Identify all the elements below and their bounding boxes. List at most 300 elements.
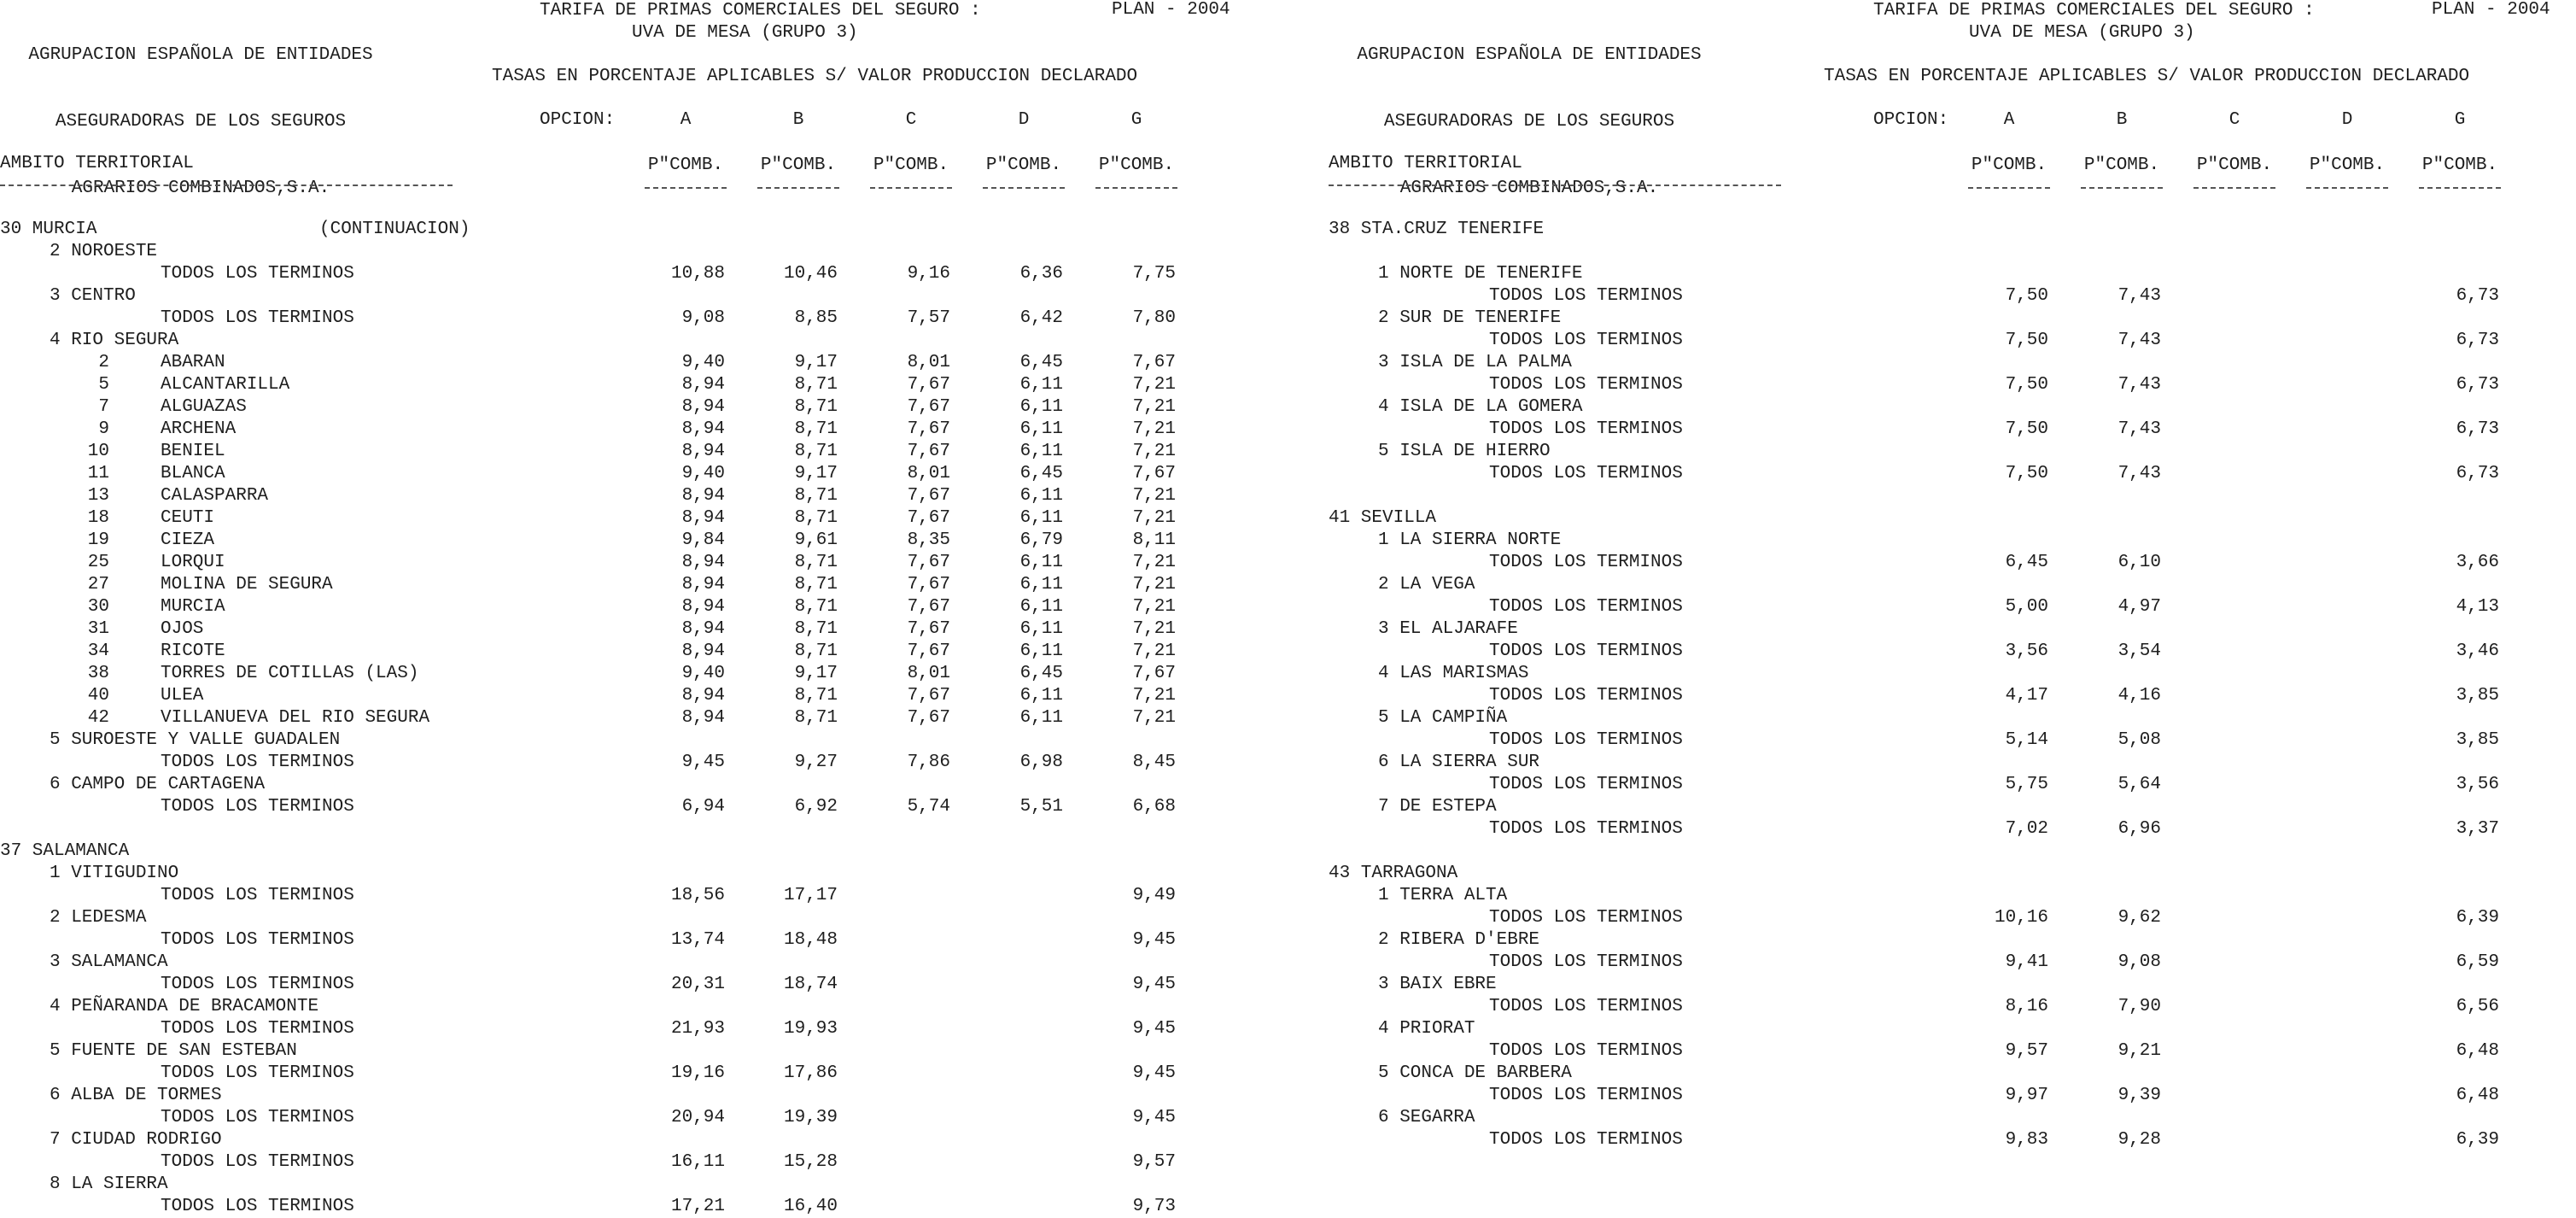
comarca-row	[0, 1174, 1264, 1196]
spacer-row	[1329, 840, 2576, 863]
territory-label: TODOS LOS TERMINOS	[1489, 952, 1683, 972]
rate-value-g: 3,85	[2456, 730, 2499, 750]
term-row	[1329, 596, 2576, 618]
territory-label: BENIEL	[161, 442, 225, 461]
territory-label: CEUTI	[161, 508, 215, 528]
column-underline	[1095, 187, 1177, 189]
rate-value-b: 6,96	[2117, 819, 2161, 839]
territory-label: 38 STA.CRUZ TENERIFE	[1329, 220, 1545, 239]
column-underline	[2419, 187, 2501, 189]
continuation-note: (CONTINUACION)	[319, 220, 470, 239]
term-row	[1329, 552, 2576, 574]
rate-value-b: 9,27	[794, 752, 838, 772]
rate-value-a: 8,16	[2005, 997, 2048, 1016]
rate-value-b: 9,28	[2117, 1130, 2161, 1150]
municipality-code: 40	[87, 686, 109, 706]
comarca-row	[0, 952, 1264, 974]
territory-label: 1 LA SIERRA NORTE	[1378, 530, 1562, 550]
term-row	[1329, 463, 2576, 485]
rate-value-a: 9,40	[681, 664, 725, 683]
rate-value-g: 8,45	[1132, 752, 1176, 772]
rate-value-g: 3,46	[2456, 641, 2499, 661]
term-row	[0, 641, 1264, 663]
rate-value-b: 5,08	[2117, 730, 2161, 750]
territory-label: TODOS LOS TERMINOS	[161, 752, 354, 772]
rate-value-d: 6,11	[1019, 597, 1063, 617]
territory-label: TODOS LOS TERMINOS	[1489, 775, 1683, 794]
territory-label: TODOS LOS TERMINOS	[1489, 641, 1683, 661]
term-row	[1329, 952, 2576, 974]
territory-label: 6 SEGARRA	[1378, 1108, 1475, 1127]
rate-value-g: 9,45	[1132, 1063, 1176, 1083]
territory-label: TODOS LOS TERMINOS	[161, 1152, 354, 1172]
org-line-1: AGRUPACION ESPAÑOLA DE ENTIDADES	[28, 45, 373, 65]
rate-value-g: 6,48	[2456, 1041, 2499, 1061]
rate-value-c: 7,67	[907, 553, 950, 572]
rate-value-b: 7,43	[2117, 419, 2161, 439]
rate-value-g: 6,56	[2456, 997, 2499, 1016]
rate-value-a: 8,94	[681, 553, 725, 572]
term-row	[0, 618, 1264, 641]
rate-value-b: 9,21	[2117, 1041, 2161, 1061]
rate-value-c: 8,01	[907, 353, 950, 372]
comarca-row	[1329, 1107, 2576, 1129]
territory-label: TODOS LOS TERMINOS	[161, 930, 354, 950]
territory-label: TODOS LOS TERMINOS	[1489, 686, 1683, 706]
tasas-note: TASAS EN PORCENTAJE APLICABLES S/ VALOR PRODUCCION DECLARADO	[492, 67, 1138, 86]
column-underline	[1968, 187, 2050, 189]
rate-value-a: 19,16	[670, 1063, 725, 1083]
rate-value-g: 9,49	[1132, 886, 1176, 905]
rate-value-a: 4,17	[2005, 686, 2048, 706]
comarca-row	[1329, 574, 2576, 596]
territory-label: VILLANUEVA DEL RIO SEGURA	[161, 708, 430, 728]
term-row	[1329, 419, 2576, 441]
rate-value-a: 8,94	[681, 419, 725, 439]
rate-value-a: 9,83	[2005, 1130, 2048, 1150]
rate-value-g: 7,67	[1132, 664, 1176, 683]
term-row	[0, 374, 1264, 396]
rate-value-a: 7,50	[2005, 375, 2048, 395]
comarca-row	[0, 285, 1264, 307]
term-row	[1329, 685, 2576, 707]
municipality-code: 30	[87, 597, 109, 617]
comarca-row	[0, 774, 1264, 796]
territory-label: TODOS LOS TERMINOS	[161, 1108, 354, 1127]
rate-value-c: 7,86	[907, 752, 950, 772]
territory-label: 4 PRIORAT	[1378, 1019, 1475, 1039]
rate-value-c: 7,67	[907, 486, 950, 506]
territory-label: TODOS LOS TERMINOS	[161, 308, 354, 328]
rate-value-b: 5,64	[2117, 775, 2161, 794]
rate-value-d: 6,45	[1019, 464, 1063, 483]
comarca-row	[0, 1129, 1264, 1151]
territory-label: 4 LAS MARISMAS	[1378, 664, 1529, 683]
territory-label: TODOS LOS TERMINOS	[161, 1197, 354, 1216]
territory-label: 6 ALBA DE TORMES	[50, 1086, 222, 1105]
org-line-3: AGRARIOS COMBINADOS,S.A.	[71, 179, 330, 198]
comarca-row	[1329, 1018, 2576, 1040]
rate-value-b: 7,43	[2117, 375, 2161, 395]
column-header: P"COMB.	[1971, 155, 2047, 175]
territory-label: TODOS LOS TERMINOS	[1489, 1086, 1683, 1105]
territory-label: OJOS	[161, 619, 204, 639]
rate-value-d: 6,11	[1019, 641, 1063, 661]
term-row	[0, 685, 1264, 707]
rate-value-a: 8,94	[681, 619, 725, 639]
rate-value-b: 8,71	[794, 641, 838, 661]
rate-value-c: 7,67	[907, 686, 950, 706]
term-row	[0, 929, 1264, 952]
comarca-row	[0, 330, 1264, 352]
term-row	[1329, 907, 2576, 929]
rate-value-b: 8,71	[794, 419, 838, 439]
rate-value-b: 16,40	[783, 1197, 838, 1216]
plan-year: PLAN - 2004	[2432, 0, 2550, 20]
rate-value-a: 6,45	[2005, 553, 2048, 572]
rate-value-b: 17,17	[783, 886, 838, 905]
territory-label: 30 MURCIA	[0, 220, 97, 239]
rate-value-b: 9,62	[2117, 908, 2161, 928]
rate-value-b: 8,71	[794, 597, 838, 617]
municipality-code: 34	[87, 641, 109, 661]
organization-name	[1329, 0, 1730, 244]
rate-value-a: 8,94	[681, 597, 725, 617]
term-row	[0, 1107, 1264, 1129]
option-letter: A	[2003, 110, 2015, 130]
rate-value-a: 9,41	[2005, 952, 2048, 972]
rate-value-b: 17,86	[783, 1063, 838, 1083]
rate-value-b: 8,71	[794, 508, 838, 528]
rate-value-c: 7,67	[907, 575, 950, 594]
municipality-code: 2	[98, 353, 109, 372]
column-underline	[2081, 187, 2163, 189]
municipality-code: 5	[98, 375, 109, 395]
spacer-row	[1329, 241, 2576, 263]
municipality-code: 42	[87, 708, 109, 728]
comarca-row	[1329, 929, 2576, 952]
municipality-code: 18	[87, 508, 109, 528]
territory-label: TODOS LOS TERMINOS	[1489, 419, 1683, 439]
territory-label: 2 LA VEGA	[1378, 575, 1475, 594]
right-page	[1329, 0, 2576, 1210]
rate-value-g: 7,21	[1132, 619, 1176, 639]
rate-value-g: 3,56	[2456, 775, 2499, 794]
rate-value-b: 8,71	[794, 375, 838, 395]
comarca-row	[0, 996, 1264, 1018]
term-row	[0, 1063, 1264, 1085]
rate-value-c: 7,67	[907, 397, 950, 417]
rate-value-a: 3,56	[2005, 641, 2048, 661]
territory-label: TODOS LOS TERMINOS	[161, 975, 354, 994]
column-header: P"COMB.	[760, 155, 837, 175]
municipality-code: 25	[87, 553, 109, 572]
column-header: P"COMB.	[2196, 155, 2273, 175]
rate-value-b: 6,92	[794, 797, 838, 817]
rate-value-g: 7,67	[1132, 353, 1176, 372]
rate-value-a: 20,94	[670, 1108, 725, 1127]
term-row	[1329, 729, 2576, 752]
comarca-row	[1329, 796, 2576, 818]
territory-label: TORRES DE COTILLAS (LAS)	[161, 664, 419, 683]
rate-value-g: 8,11	[1132, 530, 1176, 550]
comarca-row	[1329, 707, 2576, 729]
rate-value-d: 6,11	[1019, 686, 1063, 706]
term-row	[0, 307, 1264, 330]
province-row	[1329, 507, 2576, 530]
territory-label: TODOS LOS TERMINOS	[161, 1019, 354, 1039]
ambito-underline	[0, 184, 453, 186]
territory-label: 4 PEÑARANDA DE BRACAMONTE	[50, 997, 319, 1016]
province-row	[0, 219, 1264, 241]
rate-value-a: 7,50	[2005, 419, 2048, 439]
comarca-row	[1329, 263, 2576, 285]
rate-value-c: 7,67	[907, 508, 950, 528]
org-line-2: ASEGURADORAS DE LOS SEGUROS	[55, 112, 347, 132]
ambito-header: AMBITO TERRITORIAL	[1329, 154, 1522, 173]
rate-value-a: 8,94	[681, 508, 725, 528]
rate-value-a: 8,94	[681, 708, 725, 728]
rate-value-a: 7,50	[2005, 286, 2048, 306]
term-row	[0, 530, 1264, 552]
rate-value-g: 7,21	[1132, 575, 1176, 594]
rate-value-b: 9,39	[2117, 1086, 2161, 1105]
rate-value-c: 7,67	[907, 708, 950, 728]
rate-value-g: 7,21	[1132, 442, 1176, 461]
term-row	[1329, 1129, 2576, 1151]
opcion-label: OPCION:	[1873, 110, 1949, 130]
org-line-2: ASEGURADORAS DE LOS SEGUROS	[1383, 112, 1675, 132]
province-row	[0, 840, 1264, 863]
rate-value-g: 9,45	[1132, 930, 1176, 950]
rate-value-a: 8,94	[681, 397, 725, 417]
comarca-row	[0, 1040, 1264, 1063]
rate-value-b: 8,85	[794, 308, 838, 328]
territory-label: 8 LA SIERRA	[50, 1174, 168, 1194]
term-row	[1329, 996, 2576, 1018]
rate-value-d: 6,11	[1019, 708, 1063, 728]
rate-value-b: 7,90	[2117, 997, 2161, 1016]
term-row	[1329, 641, 2576, 663]
rate-value-b: 8,71	[794, 442, 838, 461]
province-row	[1329, 219, 2576, 241]
rate-value-d: 6,11	[1019, 442, 1063, 461]
comarca-row	[1329, 618, 2576, 641]
territory-label: TODOS LOS TERMINOS	[1489, 730, 1683, 750]
rate-value-d: 6,11	[1019, 619, 1063, 639]
territory-label: 5 CONCA DE BARBERA	[1378, 1063, 1572, 1083]
rate-value-b: 7,43	[2117, 464, 2161, 483]
term-row	[0, 396, 1264, 419]
option-letter: B	[2116, 110, 2128, 130]
rate-value-a: 9,84	[681, 530, 725, 550]
rate-value-b: 18,48	[783, 930, 838, 950]
territory-label: RICOTE	[161, 641, 225, 661]
territory-label: TODOS LOS TERMINOS	[161, 797, 354, 817]
plan-year: PLAN - 2004	[1112, 0, 1230, 20]
term-row	[0, 352, 1264, 374]
municipality-code: 9	[98, 419, 109, 439]
rate-value-b: 15,28	[783, 1152, 838, 1172]
rate-value-a: 8,94	[681, 375, 725, 395]
rate-value-b: 8,71	[794, 486, 838, 506]
rate-value-a: 7,50	[2005, 331, 2048, 350]
territory-label: TODOS LOS TERMINOS	[161, 886, 354, 905]
tariff-title: TARIFA DE PRIMAS COMERCIALES DEL SEGURO :	[540, 1, 981, 20]
tasas-note: TASAS EN PORCENTAJE APLICABLES S/ VALOR PRODUCCION DECLARADO	[1824, 67, 2470, 86]
rate-value-d: 6,11	[1019, 508, 1063, 528]
rate-value-b: 19,39	[783, 1108, 838, 1127]
territory-label: MURCIA	[161, 597, 225, 617]
rate-value-c: 7,67	[907, 442, 950, 461]
column-underline	[983, 187, 1065, 189]
territory-label: 4 RIO SEGURA	[50, 331, 179, 350]
rate-value-b: 9,17	[794, 353, 838, 372]
comarca-row	[0, 1085, 1264, 1107]
municipality-code: 11	[87, 464, 109, 483]
territory-label: 43 TARRAGONA	[1329, 864, 1458, 883]
rate-value-d: 6,11	[1019, 419, 1063, 439]
rate-value-b: 6,10	[2117, 553, 2161, 572]
territory-label: MOLINA DE SEGURA	[161, 575, 333, 594]
rate-value-a: 8,94	[681, 641, 725, 661]
comarca-row	[1329, 441, 2576, 463]
rate-value-g: 6,39	[2456, 1130, 2499, 1150]
rate-value-d: 6,11	[1019, 375, 1063, 395]
rate-value-d: 6,79	[1019, 530, 1063, 550]
rate-value-d: 6,45	[1019, 353, 1063, 372]
rate-value-a: 7,50	[2005, 464, 2048, 483]
rate-value-b: 4,97	[2117, 597, 2161, 617]
territory-label: 2 RIBERA D'EBRE	[1378, 930, 1540, 950]
rate-value-d: 6,11	[1019, 486, 1063, 506]
territory-label: 37 SALAMANCA	[0, 841, 130, 861]
rate-value-c: 7,67	[907, 419, 950, 439]
rate-value-a: 6,94	[681, 797, 725, 817]
territory-label: 3 BAIX EBRE	[1378, 975, 1497, 994]
comarca-row	[1329, 1063, 2576, 1085]
term-row	[0, 707, 1264, 729]
term-row	[0, 752, 1264, 774]
territory-label: ALCANTARILLA	[161, 375, 290, 395]
territory-label: TODOS LOS TERMINOS	[1489, 597, 1683, 617]
territory-label: ULEA	[161, 686, 204, 706]
opcion-label: OPCION:	[540, 110, 616, 130]
comarca-row	[1329, 974, 2576, 996]
territory-label: ALGUAZAS	[161, 397, 247, 417]
rate-value-a: 5,14	[2005, 730, 2048, 750]
column-header: P"COMB.	[647, 155, 724, 175]
term-row	[0, 1018, 1264, 1040]
rate-value-d: 6,45	[1019, 664, 1063, 683]
rate-value-g: 7,21	[1132, 686, 1176, 706]
term-row	[0, 974, 1264, 996]
rate-value-g: 4,13	[2456, 597, 2499, 617]
rate-value-g: 7,75	[1132, 264, 1176, 284]
rate-value-b: 3,54	[2117, 641, 2161, 661]
rate-value-g: 7,21	[1132, 641, 1176, 661]
term-row	[0, 441, 1264, 463]
comarca-row	[1329, 663, 2576, 685]
territory-label: ABARAN	[161, 353, 225, 372]
rate-value-c: 7,67	[907, 597, 950, 617]
municipality-code: 27	[87, 575, 109, 594]
left-page	[0, 0, 1264, 1216]
rate-value-g: 7,21	[1132, 375, 1176, 395]
province-row	[1329, 863, 2576, 885]
term-row	[1329, 818, 2576, 840]
territory-label: ARCHENA	[161, 419, 237, 439]
territory-label: 3 EL ALJARAFE	[1378, 619, 1518, 639]
tariff-title: TARIFA DE PRIMAS COMERCIALES DEL SEGURO :	[1873, 1, 2315, 20]
rate-value-a: 9,08	[681, 308, 725, 328]
territory-label: 5 LA CAMPIÑA	[1378, 708, 1508, 728]
org-line-1: AGRUPACION ESPAÑOLA DE ENTIDADES	[1357, 45, 1702, 65]
comarca-row	[1329, 530, 2576, 552]
rate-value-d: 6,42	[1019, 308, 1063, 328]
rate-value-g: 6,73	[2456, 331, 2499, 350]
territory-label: TODOS LOS TERMINOS	[1489, 553, 1683, 572]
rate-value-b: 8,71	[794, 553, 838, 572]
municipality-code: 7	[98, 397, 109, 417]
rate-value-b: 10,46	[783, 264, 838, 284]
rate-value-b: 9,61	[794, 530, 838, 550]
territory-label: TODOS LOS TERMINOS	[161, 264, 354, 284]
spacer-row	[0, 818, 1264, 840]
term-row	[1329, 1085, 2576, 1107]
rate-value-g: 9,57	[1132, 1152, 1176, 1172]
column-header: P"COMB.	[985, 155, 1062, 175]
territory-label: TODOS LOS TERMINOS	[1489, 331, 1683, 350]
term-row	[0, 574, 1264, 596]
rate-value-g: 7,21	[1132, 486, 1176, 506]
organization-name	[0, 0, 401, 244]
rate-value-g: 6,48	[2456, 1086, 2499, 1105]
rate-value-c: 7,57	[907, 308, 950, 328]
rate-value-g: 7,21	[1132, 597, 1176, 617]
rate-value-a: 16,11	[670, 1152, 725, 1172]
rate-value-a: 10,88	[670, 264, 725, 284]
term-row	[0, 663, 1264, 685]
option-letter: D	[2341, 110, 2353, 130]
ambito-header: AMBITO TERRITORIAL	[0, 154, 194, 173]
rate-value-c: 8,35	[907, 530, 950, 550]
column-underline	[2306, 187, 2388, 189]
rate-value-g: 7,21	[1132, 708, 1176, 728]
tariff-subtitle: UVA DE MESA (GRUPO 3)	[1969, 23, 2195, 43]
option-letter: C	[905, 110, 917, 130]
column-header: P"COMB.	[1098, 155, 1175, 175]
territory-label: 5 SUROESTE Y VALLE GUADALEN	[50, 730, 341, 750]
column-underline	[2193, 187, 2275, 189]
term-row	[0, 419, 1264, 441]
term-row	[0, 885, 1264, 907]
term-row	[1329, 374, 2576, 396]
term-row	[1329, 774, 2576, 796]
rate-value-c: 7,67	[907, 619, 950, 639]
rate-value-b: 8,71	[794, 708, 838, 728]
territory-label: 5 FUENTE DE SAN ESTEBAN	[50, 1041, 297, 1061]
rate-value-a: 21,93	[670, 1019, 725, 1039]
territory-label: 1 VITIGUDINO	[50, 864, 179, 883]
column-header: P"COMB.	[2083, 155, 2160, 175]
territory-label: 2 LEDESMA	[50, 908, 147, 928]
territory-label: TODOS LOS TERMINOS	[1489, 464, 1683, 483]
column-header: P"COMB.	[2421, 155, 2498, 175]
term-row	[1329, 1040, 2576, 1063]
territory-label: TODOS LOS TERMINOS	[1489, 819, 1683, 839]
rate-value-a: 8,94	[681, 486, 725, 506]
